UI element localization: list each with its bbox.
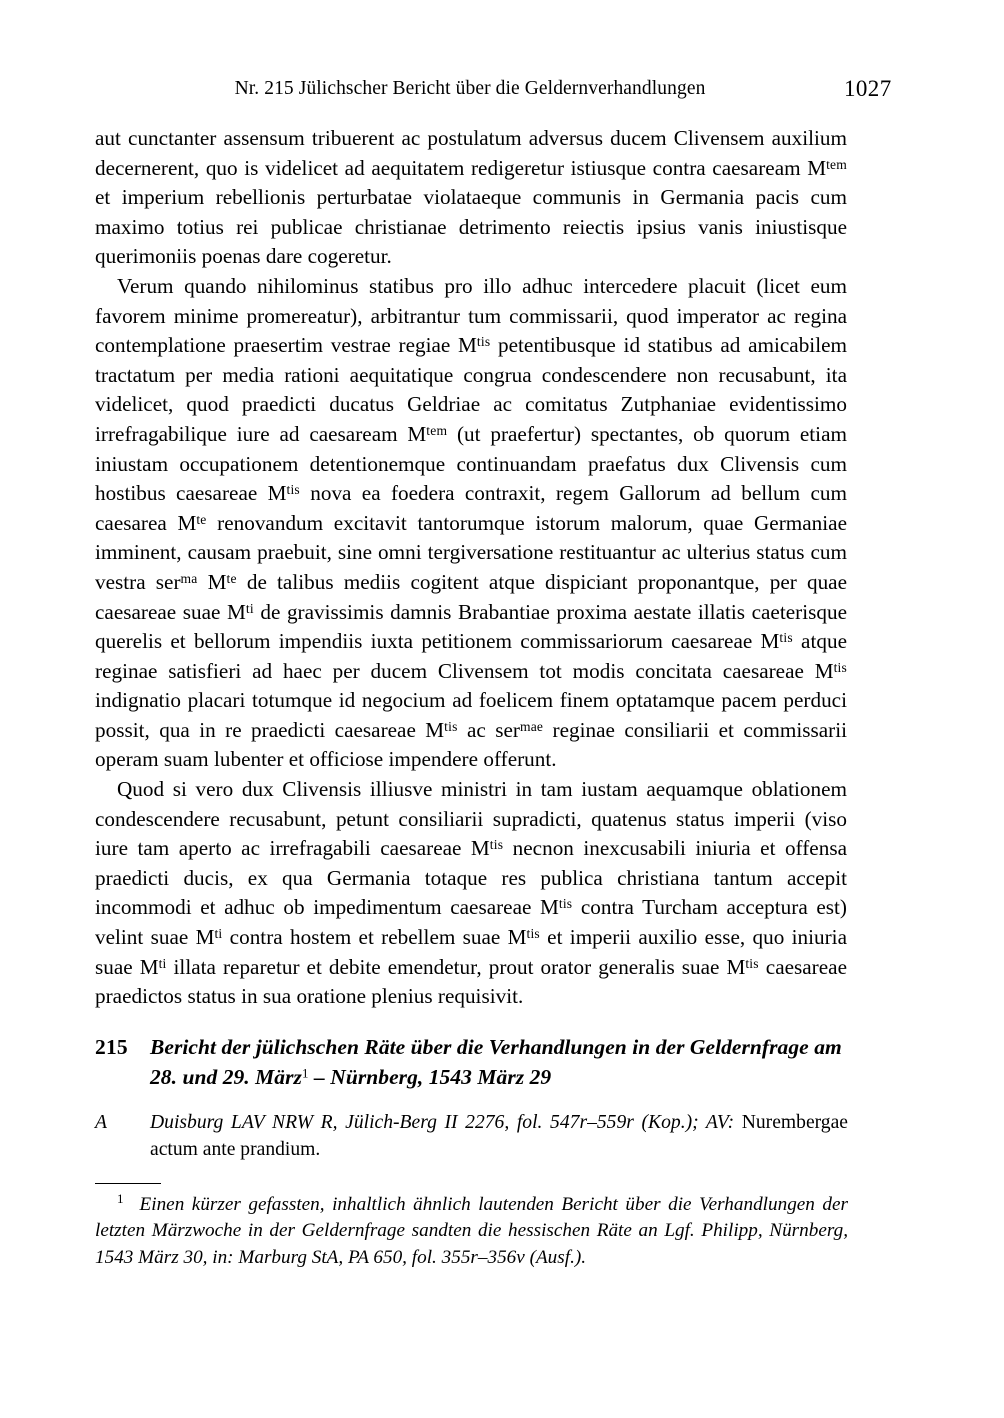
footnote-separator-rule [95,1183,161,1184]
source-annotation: Nurembergae actum ante prandium. [150,1112,849,1160]
source-reference [95,1110,848,1163]
running-head [95,78,845,104]
superscript-abbreviation: tis [489,837,504,853]
superscript-abbreviation: tis [779,629,793,645]
running-head-title: Nr. 215 Jülichscher Bericht über die Geldernverhandlungen [234,78,706,99]
document-heading [95,1033,850,1092]
superscript-abbreviation: tis [286,481,300,497]
superscript-abbreviation: ti [214,925,223,941]
superscript-abbreviation: ma [180,570,198,586]
footnote-reference-1[interactable]: 1 [301,1066,309,1081]
superscript-abbreviation: te [226,570,237,586]
document-title-line-2-b: – Nürnberg, 1543 März 29 [308,1064,552,1089]
body-text-block [95,124,847,1012]
document-number: 215 [95,1035,128,1059]
paragraph-3: Quod si vero dux Clivensis illiusve ministri in tam iustam aequamque oblationem condescendere recusabunt, petunt consiliarii supradicti, quatenus status imperii (viso iure tam aperto ac irrefragabili caesareae $M^{tis}$ necnon inexcusabili iniuria et offensa praedicti ducis, ex qua Germania totaque res publica christiana tantum accepit incommodi et adhuc ob impedimentum caesareae $M^{tis}$ contra Turcham acceptura est) velint suae $M^{ti}$ contra hostem et rebellem suae $M^{tis}$ et imperii auxilio esse, quo iniuria suae $M^{ti}$ illata reparetur et debite emendetur, prout orator generalis suae $M^{tis}$ caesareae praedictos status in sua oratione plenius requisivit. [95,777,847,1009]
superscript-abbreviation: tis [745,955,759,971]
footnote-item [95,1192,848,1271]
superscript-abbreviation: tis [833,659,847,675]
footnote-marker: 1 [117,1191,124,1207]
source-text [150,1110,848,1163]
document-title-line-1: Bericht der jülichschen Räte über die Verhandlungen in der Geldernfrage [150,1035,809,1059]
superscript-abbreviation: tis [444,718,458,734]
paragraph-1: aut cunctanter assensum tribuerent ac postulatum adversus ducem Clivensem auxilium decernerent, quo is videlicet ad aequitatem redigeretur istiusque contra caesaream $M^{tem}$ et imperium rebellionis perturbatae violataeque communis in Germania pacis cum maximo totius rei publicae christianae detrimento reiectis ipsius vanis iniustisque querimoniis poenas dare cogeretur. [95,126,847,269]
superscript-abbreviation: tem [426,422,448,438]
superscript-abbreviation: tem [826,156,847,172]
source-archival-citation: Duisburg LAV NRW R, Jülich-Berg II 2276, fol. 547r–559r (Kop.); AV: [150,1112,735,1133]
source-siglum: A [95,1112,107,1133]
footnote-text: Einen kürzer gefassten, inhaltlich ähnlich lautenden Bericht über die Verhandlungen der letzten Märzwoche in der Geldernfrage sandten die hessischen Räte an Lgf. Philipp, Nürnberg, 1543 März 30, in: Marburg StA, PA 650, fol. 355r–356v (Ausf.). [95,1194,848,1268]
superscript-abbreviation: ti [158,955,167,971]
superscript-abbreviation: ti [245,600,254,616]
superscript-abbreviation: mae [519,718,544,734]
superscript-abbreviation: te [196,511,207,527]
document-title-line-2-a: am 28. und 29. März [150,1035,842,1089]
paragraph-2: Verum quando nihilominus statibus pro illo adhuc intercedere placuit (licet eum favorem minime promereatur), arbitrantur tum commissarii, quod imperator ac regina contemplatione praesertim vestrae regiae $M^{tis}$ petentibusque id statibus ad amicabilem tractatum per media rationi aequitatique congrua condescendere non recusabunt, ita videlicet, quod praedicti ducatus Geldriae ac comitatus Zutphaniae evidentissimo irrefragabilique iure ad caesaream $M^{tem}$ (ut praefertur) spectantes, ob quorum etiam iniustam occupationem detentionemque continuandam praefatus dux Clivensis cum hostibus caesareae $M^{tis}$ nova ea foedera contraxit, regem Gallorum ad bellum cum caesarea $M^{te}$ renovandum excitavit tantorumque istorum malorum, quae Germaniae imminent, causam praebuit, sine omni tergiversatione restituantur ac ulterius status cum vestra ser$^{ma}$ $M^{te}$ de talibus mediis cogitent atque dispiciant proponantque, per quae caesareae suae $M^{ti}$ de gravissimis damnis Brabantiae proxima aestate illatis caeterisque querelis et bellorum impendiis iuxta petitionem commissariorum caesareae $M^{tis}$ atque reginae satisfieri ad haec per ducem Clivensem tot modis concitata caesareae $M^{tis}$ indignatio placari totumque id negocium ad foelicem finem optatamque pacem perduci possit, qua in re praedicti caesareae $M^{tis}$ ac ser$^{mae}$ reginae consiliarii et commissarii operam suam lubenter et officiose impendere offerunt. [95,273,848,772]
page-number: 1027 [844,76,892,101]
footnote-area [95,1192,848,1271]
document-title [150,1033,850,1092]
superscript-abbreviation: tis [558,896,573,912]
superscript-abbreviation: tis [526,925,540,941]
superscript-abbreviation: tis [476,333,491,349]
